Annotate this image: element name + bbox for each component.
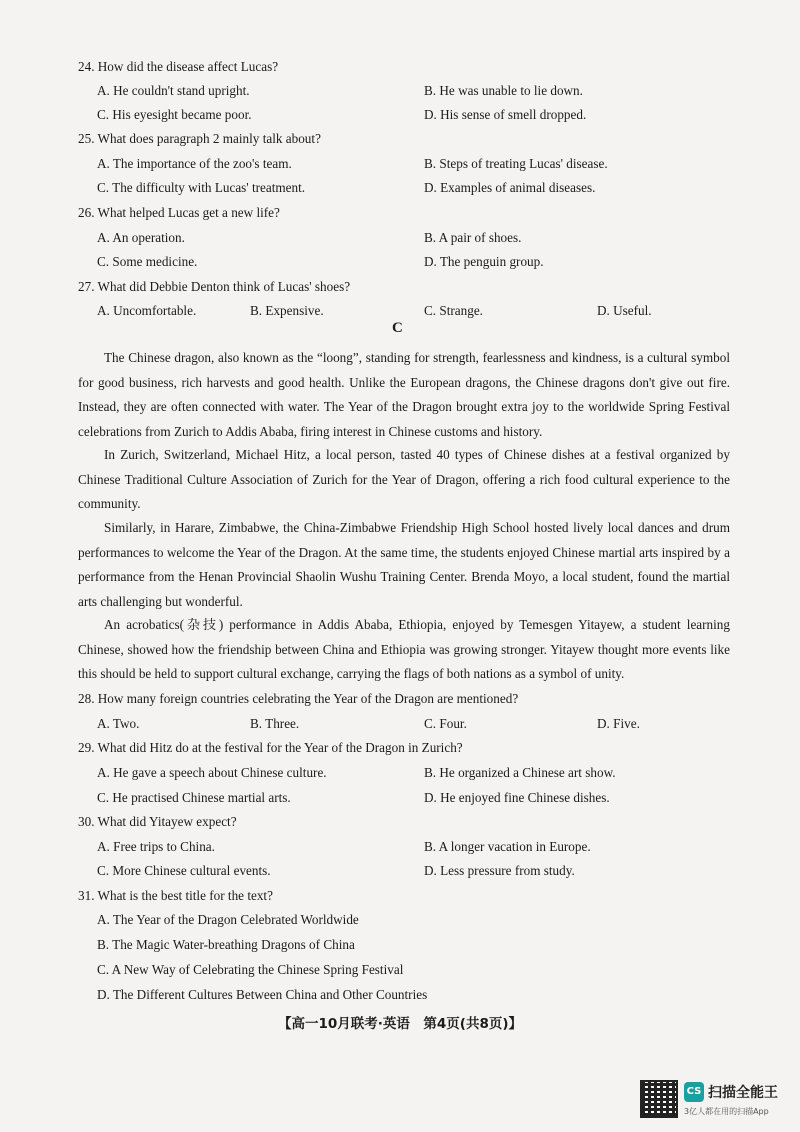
passage-paragraph-2: In Zurich, Switzerland, Michael Hitz, a local person, tasted 40 types of Chinese dishes at a festival organized by Chinese Traditional Culture Association of Zurich for the Year of Dragon, offering a rich food cultural experience to the community.: [78, 447, 730, 512]
qr-code-icon: [640, 1080, 678, 1118]
question-29-stem: 29. What did Hitz do at the festival for the Year of the Dragon in Zurich?: [78, 740, 463, 755]
question-27-option-a: A. Uncomfortable.: [97, 303, 197, 318]
question-25-stem: 25. What does paragraph 2 mainly talk about?: [78, 131, 321, 146]
question-31-option-b: B. The Magic Water-breathing Dragons of China: [97, 937, 355, 952]
question-30-option-d: D. Less pressure from study.: [424, 863, 575, 878]
question-26-option-b: B. A pair of shoes.: [424, 230, 522, 245]
question-24-option-b: B. He was unable to lie down.: [424, 83, 583, 98]
question-31-option-a: A. The Year of the Dragon Celebrated Worldwide: [97, 912, 359, 927]
question-26-option-d: D. The penguin group.: [424, 254, 544, 269]
page-footer: 【高一10月联考·英语 第4页(共8页)】: [277, 1016, 523, 1032]
question-24-stem: 24. How did the disease affect Lucas?: [78, 59, 279, 74]
question-26-stem: 26. What helped Lucas get a new life?: [78, 205, 280, 220]
question-27-option-b: B. Expensive.: [250, 303, 324, 318]
question-25-option-a: A. The importance of the zoo's team.: [97, 156, 292, 171]
passage-paragraph-3: Similarly, in Harare, Zimbabwe, the China-Zimbabwe Friendship High School hosted lively local dances and drum performances to welcome the Year of the Dragon. At the same time, the students enjoyed Chinese martial arts inspired by a performance from the Henan Provincial Shaolin Wushu Training Center. Brenda Moyo, a local student, found the martial arts challenging but wonderful.: [78, 520, 730, 609]
question-28-option-d: D. Five.: [597, 716, 640, 731]
question-28-option-a: A. Two.: [97, 716, 140, 731]
scanner-tagline: 3亿人都在用的扫描App: [684, 1107, 769, 1116]
question-29-option-b: B. He organized a Chinese art show.: [424, 765, 616, 780]
question-31-option-d: D. The Different Cultures Between China and Other Countries: [97, 987, 428, 1002]
question-25-option-b: B. Steps of treating Lucas' disease.: [424, 156, 608, 171]
question-28-option-c: C. Four.: [424, 716, 467, 731]
question-24-option-c: C. His eyesight became poor.: [97, 107, 252, 122]
question-27-option-d: D. Useful.: [597, 303, 652, 318]
question-26-option-a: A. An operation.: [97, 230, 185, 245]
question-30-stem: 30. What did Yitayew expect?: [78, 814, 237, 829]
question-29-option-d: D. He enjoyed fine Chinese dishes.: [424, 790, 610, 805]
question-25-option-d: D. Examples of animal diseases.: [424, 180, 596, 195]
question-27-stem: 27. What did Debbie Denton think of Lucas' shoes?: [78, 279, 351, 294]
question-29-option-a: A. He gave a speech about Chinese culture.: [97, 765, 327, 780]
question-30-option-c: C. More Chinese cultural events.: [97, 863, 271, 878]
question-24-option-d: D. His sense of smell dropped.: [424, 107, 587, 122]
camscanner-logo-icon: CS: [684, 1082, 704, 1102]
question-26-option-c: C. Some medicine.: [97, 254, 198, 269]
section-heading: C: [392, 320, 403, 336]
question-28-option-b: B. Three.: [250, 716, 300, 731]
scanner-app-name: 扫描全能王: [708, 1085, 778, 1101]
question-24-option-a: A. He couldn't stand upright.: [97, 83, 250, 98]
question-30-option-a: A. Free trips to China.: [97, 839, 215, 854]
question-25-option-c: C. The difficulty with Lucas' treatment.: [97, 180, 306, 195]
question-29-option-c: C. He practised Chinese martial arts.: [97, 790, 291, 805]
scanner-watermark: [640, 1080, 790, 1120]
question-31-stem: 31. What is the best title for the text?: [78, 888, 273, 903]
question-31-option-c: C. A New Way of Celebrating the Chinese Spring Festival: [97, 962, 404, 977]
question-28-stem: 28. How many foreign countries celebrating the Year of the Dragon are mentioned?: [78, 691, 519, 706]
question-30-option-b: B. A longer vacation in Europe.: [424, 839, 591, 854]
passage-paragraph-4: An acrobatics(杂技) performance in Addis Ababa, Ethiopia, enjoyed by Temesgen Yitayew, a student learning Chinese, showed how the friendship between China and Ethiopia was growing stronger. Yitayew thought more events like this should be held to support cultural exchange, carrying the flags of both nations as a symbol of unity.: [78, 617, 730, 682]
passage-paragraph-1: The Chinese dragon, also known as the “loong”, standing for strength, fearlessness and kindness, is a cultural symbol for good business, rich harvests and good health. Unlike the European dragons, the Chinese dragons don't give out fire. Instead, they are often connected with water. The Year of the Dragon brought extra joy to the worldwide Spring Festival celebrations from Zurich to Addis Ababa, firing interest in Chinese customs and history.: [78, 350, 730, 439]
question-27-option-c: C. Strange.: [424, 303, 483, 318]
